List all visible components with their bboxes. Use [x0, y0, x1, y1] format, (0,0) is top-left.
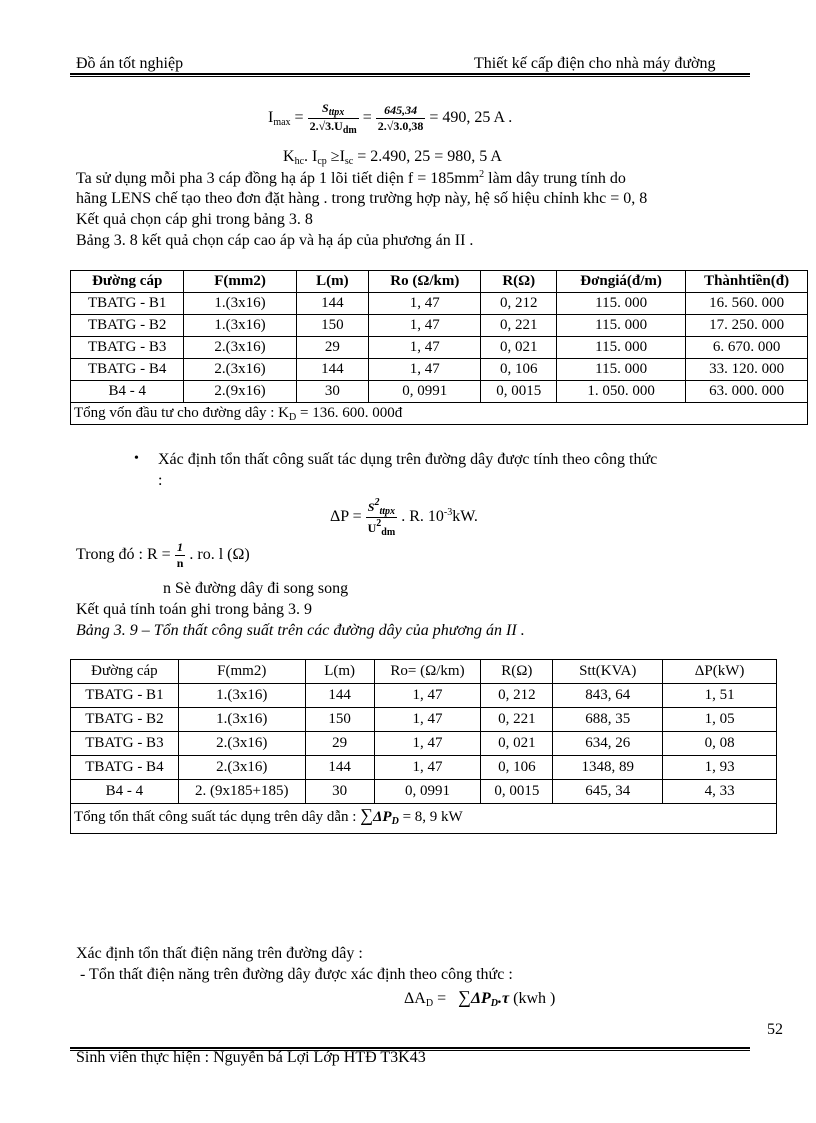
header-rule: [70, 73, 750, 75]
result-line: Kết quả tính toán ghi trong bảng 3. 9: [76, 601, 312, 618]
table-cell: 16. 560. 000: [686, 293, 808, 315]
table-cell: 645, 34: [553, 780, 663, 804]
table-header-cell: L(m): [305, 660, 374, 684]
table-cell: 1.(3x16): [178, 684, 305, 708]
page-number: 52: [767, 1021, 783, 1038]
table-cell: 0, 221: [481, 708, 553, 732]
table-cell: 1, 47: [374, 756, 481, 780]
formula-imax-frac1: $\frac{S_{ttpx}}{2.√3.U_{dm}}$: [309, 101, 357, 136]
table-cell: 150: [296, 315, 368, 337]
table-cell: 0, 021: [481, 732, 553, 756]
table-cell: 1, 93: [663, 756, 777, 780]
table-cell: 1, 47: [374, 708, 481, 732]
table-cell: 0, 106: [481, 359, 557, 381]
table-cell: 17. 250. 000: [686, 315, 808, 337]
table-cell: TBATG - B3: [71, 732, 179, 756]
paragraph-line-1: Ta sử dụng mỗi pha 3 cáp đồng hạ áp 1 lõi tiết diện $f = 185mm^2$ làm dây trung tính do: [76, 169, 626, 187]
bullet-dot: •: [134, 451, 139, 466]
table-cell: 0, 221: [481, 315, 557, 337]
table-cell: B4 - 4: [71, 381, 184, 403]
table-header-cell: R(Ω): [481, 271, 557, 293]
table-header-cell: R(Ω): [481, 660, 553, 684]
table-cell: 30: [296, 381, 368, 403]
table-header-cell: Đường cáp: [71, 660, 179, 684]
table-row: [71, 708, 777, 732]
table-cell: 2.(9x16): [184, 381, 296, 403]
header-rule-thin: [70, 76, 750, 77]
formula-delta-p: ΔP = $\frac{S^2_{ttpx}}{U^2_{dm}}$ . R. $10^{-3}kW$.: [330, 497, 478, 538]
power-loss-total: Tổng tổn thất công suất tác dụng trên dây dẫn : $\sum\Delta P_D = 8$, 9 kW: [71, 804, 777, 834]
table-cell: B4 - 4: [71, 780, 179, 804]
paragraph-line-3: Kết quả chọn cáp ghi trong bảng 3. 8: [76, 211, 313, 228]
table-header-cell: ΔP(kW): [663, 660, 777, 684]
table-row: [71, 381, 808, 403]
footer-text: Sinh viên thực hiện : Nguyễn bá Lợi Lớp HTĐ T3K43: [76, 1049, 426, 1066]
formula-r: Trong đó : R = $\frac{1}{n}$ . ro. l (Ω): [76, 540, 250, 570]
table-cell: 30: [305, 780, 374, 804]
table-row: [71, 684, 777, 708]
table-header-row: [71, 660, 777, 684]
table-header-cell: F(mm2): [184, 271, 296, 293]
table-cell: 1, 47: [369, 337, 481, 359]
table-cell: 0, 212: [481, 684, 553, 708]
table-cell: 1. 050. 000: [557, 381, 686, 403]
table-cell: 115. 000: [557, 293, 686, 315]
table-cell: 2.(3x16): [178, 732, 305, 756]
table-cell: 1, 47: [369, 359, 481, 381]
table-cell: TBATG - B2: [71, 708, 179, 732]
table-cell: 0, 0015: [481, 780, 553, 804]
table-cell: 115. 000: [557, 315, 686, 337]
table-cell: 1, 05: [663, 708, 777, 732]
cable-selection-table: [70, 270, 808, 425]
table-header-cell: L(m): [296, 271, 368, 293]
table-cell: 2. (9x185+185): [178, 780, 305, 804]
table-cell: 1, 47: [369, 293, 481, 315]
table-cell: 144: [305, 756, 374, 780]
table-header-cell: Ro (Ω/km): [369, 271, 481, 293]
table-header-cell: Đường cáp: [71, 271, 184, 293]
table-cell: 0, 08: [663, 732, 777, 756]
paragraph-line-2: hãng LENS chế tạo theo đơn đặt hàng . trong trường hợp này, hệ số hiệu chỉnh khc = 0, 8: [76, 190, 648, 207]
note-n: n Sè đường dây đi song song: [163, 580, 349, 597]
table-cell: 1, 47: [374, 732, 481, 756]
table-cell: TBATG - B1: [71, 293, 184, 315]
table-cell: TBATG - B4: [71, 359, 184, 381]
table-cell: 115. 000: [557, 337, 686, 359]
table-cell: 1.(3x16): [184, 315, 296, 337]
formula-delta-a: $\Delta A_D$ = $\sum\Delta P_D.\tau$ (kwh ): [404, 987, 556, 1009]
table-row: [71, 337, 808, 359]
formula-delta-p-frac: $\frac{S^2_{ttpx}}{U^2_{dm}}$: [367, 497, 396, 538]
table-cell: 144: [296, 359, 368, 381]
table-header-row: [71, 271, 808, 293]
table-row: [71, 315, 808, 337]
table-cell: 0, 0991: [374, 780, 481, 804]
table-cell: 1, 51: [663, 684, 777, 708]
formula-imax: $I_{max}$ = $\frac{S_{ttpx}}{2.√3.U_{dm}}$ = $\frac{645,34}{2.√3.0,38}$ = 490, 25 A .: [268, 101, 513, 136]
table-row: [71, 293, 808, 315]
table-cell: 4, 33: [663, 780, 777, 804]
table-row: [71, 756, 777, 780]
table-header-cell: Thànhtiền(đ): [686, 271, 808, 293]
power-loss-table: [70, 659, 777, 834]
table-cell: 1.(3x16): [178, 708, 305, 732]
energy-loss-intro: Xác định tổn thất điện năng trên đường dây :: [76, 945, 363, 962]
table-cell: 0, 0015: [481, 381, 557, 403]
energy-loss-desc: - Tổn thất điện năng trên đường dây được xác định theo công thức :: [80, 966, 513, 983]
table-header-cell: Ro= (Ω/km): [374, 660, 481, 684]
table-header-cell: F(mm2): [178, 660, 305, 684]
table-cell: 29: [296, 337, 368, 359]
table-cell: 63. 000. 000: [686, 381, 808, 403]
table-cell: 1.(3x16): [184, 293, 296, 315]
table-cell: TBATG - B1: [71, 684, 179, 708]
table-cell: 115. 000: [557, 359, 686, 381]
table-cell: 0, 0991: [369, 381, 481, 403]
bullet-text-line-1: Xác định tổn thất công suất tác dụng trên đường dây được tính theo công thức: [158, 451, 658, 468]
table-cell: TBATG - B2: [71, 315, 184, 337]
table-row: [71, 359, 808, 381]
table-cell: 144: [296, 293, 368, 315]
table-cell: 0, 106: [481, 756, 553, 780]
table-cell: 1, 47: [369, 315, 481, 337]
table-cell: 144: [305, 684, 374, 708]
table-cell: 688, 35: [553, 708, 663, 732]
formula-r-frac: $\frac{1}{n}$: [176, 540, 184, 570]
table-cell: 0, 021: [481, 337, 557, 359]
formula-imax-frac2: $\frac{645,34}{2.√3.0,38}$: [377, 103, 424, 133]
table-cell: 0, 212: [481, 293, 557, 315]
table-cell: TBATG - B3: [71, 337, 184, 359]
table-row: [71, 780, 777, 804]
header-left: Đồ án tốt nghiệp: [76, 55, 184, 72]
table-header-cell: Đơngiá(đ/m): [557, 271, 686, 293]
table-cell: 6. 670. 000: [686, 337, 808, 359]
table-cell: 1348, 89: [553, 756, 663, 780]
table-cell: TBATG - B4: [71, 756, 179, 780]
table-cell: 33. 120. 000: [686, 359, 808, 381]
investment-total: Tổng vốn đầu tư cho đường dây : $K_D = 136$. 600. 000đ: [71, 403, 808, 425]
header-right: Thiết kế cấp điện cho nhà máy đường: [474, 55, 716, 72]
table-cell: 29: [305, 732, 374, 756]
table-cell: 2.(3x16): [184, 359, 296, 381]
table-cell: 634, 26: [553, 732, 663, 756]
table-cell: 1, 47: [374, 684, 481, 708]
table-row: [71, 732, 777, 756]
table-cell: 2.(3x16): [184, 337, 296, 359]
table-cell: 843, 64: [553, 684, 663, 708]
table1-caption: Bảng 3. 8 kết quả chọn cáp cao áp và hạ áp của phương án II .: [76, 232, 474, 249]
table-header-cell: Stt(KVA): [553, 660, 663, 684]
bullet-text-line-2: :: [158, 472, 163, 489]
formula-khc: $K_{hc}$. $I_{cp} \ge I_{sc} = 2.490$, 25 = 980, 5 A: [283, 148, 502, 167]
table-total-row: [71, 804, 777, 834]
table2-caption: Bảng 3. 9 – Tổn thất công suất trên các đường dây của phương án II .: [76, 622, 525, 639]
table-total-row: [71, 403, 808, 425]
table-cell: 2.(3x16): [178, 756, 305, 780]
table-cell: 150: [305, 708, 374, 732]
